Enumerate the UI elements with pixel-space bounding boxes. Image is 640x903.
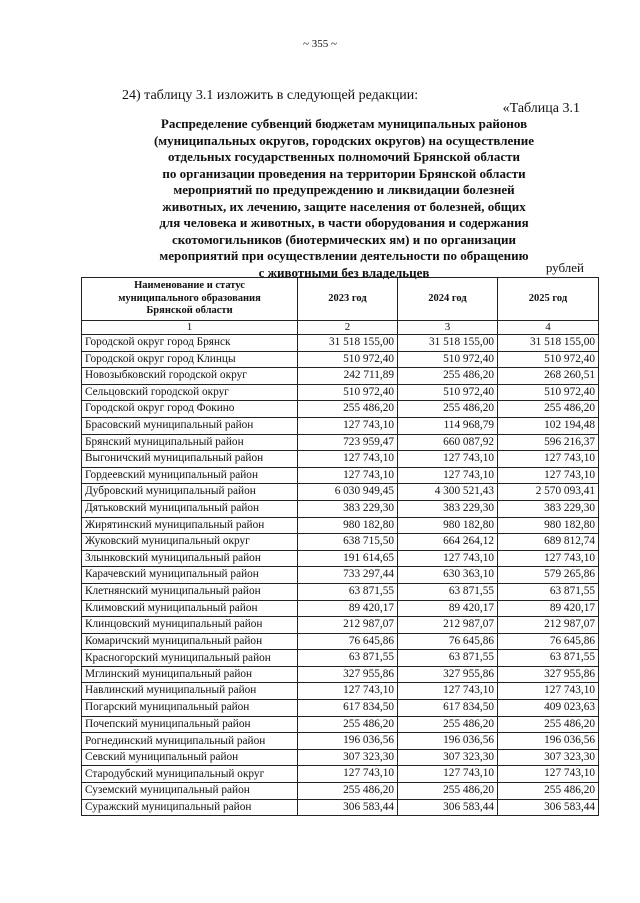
municipality-name: Злынковский муниципальный район [82,550,298,567]
value-2024: 89 420,17 [398,600,498,617]
header-2025: 2025 год [498,278,599,321]
value-2023: 31 518 155,00 [298,335,398,352]
value-2024: 212 987,07 [398,617,498,634]
value-2024: 255 486,20 [398,401,498,418]
header-municipality [82,278,298,321]
value-2024: 63 871,55 [398,583,498,600]
value-2023: 255 486,20 [298,783,398,800]
value-2024: 660 087,92 [398,434,498,451]
value-2025: 255 486,20 [498,401,599,418]
value-2025: 510 972,40 [498,351,599,368]
table-reference: «Таблица 3.1 [502,101,580,116]
value-2025: 307 323,30 [498,749,599,766]
municipality-name: Новозыбковский городской округ [82,368,298,385]
value-2025: 102 194,48 [498,417,599,434]
municipality-name: Клинцовский муниципальный район [82,617,298,634]
table-row [82,600,599,617]
value-2023: 127 743,10 [298,766,398,783]
title-line: (муниципальных округов, городских округов) на осуществление [153,132,535,148]
table-row [82,368,599,385]
column-number: 3 [398,321,498,335]
value-2025: 76 645,86 [498,633,599,650]
municipality-name: Сельцовский городской округ [82,384,298,401]
table-row [82,799,599,816]
value-2025: 89 420,17 [498,600,599,617]
value-2025: 510 972,40 [498,384,599,401]
table-row [82,534,599,551]
value-2023: 89 420,17 [298,600,398,617]
value-2025: 127 743,10 [498,766,599,783]
table-row [82,583,599,600]
value-2023: 63 871,55 [298,650,398,667]
value-2024: 664 264,12 [398,534,498,551]
value-2025: 579 265,86 [498,567,599,584]
municipality-name: Красногорский муниципальный район [82,650,298,667]
municipality-name: Климовский муниципальный район [82,600,298,617]
table-row [82,384,599,401]
value-2023: 306 583,44 [298,799,398,816]
title-line: отдельных государственных полномочий Брянской области [168,149,520,164]
municipality-name: Выгоничский муниципальный район [82,451,298,468]
table-row [82,683,599,700]
value-2025: 689 812,74 [498,534,599,551]
page-number: ~ 355 ~ [303,38,337,50]
value-2023: 733 297,44 [298,567,398,584]
value-2024: 127 743,10 [398,683,498,700]
municipality-name: Дубровский муниципальный район [82,484,298,501]
column-number: 4 [498,321,599,335]
municipality-name: Дятьковский муниципальный район [82,500,298,517]
municipality-name: Жирятинский муниципальный район [82,517,298,534]
value-2023: 383 229,30 [298,500,398,517]
table-row [82,716,599,733]
value-2024: 510 972,40 [398,384,498,401]
title-line: скотомогильников (биотермических ям) и по организации [171,231,517,247]
value-2024: 383 229,30 [398,500,498,517]
value-2025: 383 229,30 [498,500,599,517]
value-2024: 76 645,86 [398,633,498,650]
value-2024: 114 968,79 [398,417,498,434]
value-2023: 307 323,30 [298,749,398,766]
value-2025: 127 743,10 [498,467,599,484]
value-2025: 327 955,86 [498,666,599,683]
header-line: муниципального образования [118,292,261,304]
value-2023: 510 972,40 [298,351,398,368]
value-2023: 196 036,56 [298,733,398,750]
value-2024: 306 583,44 [398,799,498,816]
municipality-name: Суземский муниципальный район [82,783,298,800]
municipality-name: Городской округ город Фокино [82,401,298,418]
value-2023: 191 614,65 [298,550,398,567]
table-row [82,467,599,484]
title-line: с животными без владельцев [258,264,430,280]
table-row [82,517,599,534]
table-row [82,451,599,468]
municipality-name: Карачевский муниципальный район [82,567,298,584]
value-2024: 31 518 155,00 [398,335,498,352]
value-2023: 638 715,50 [298,534,398,551]
value-2024: 127 743,10 [398,766,498,783]
column-number: 2 [298,321,398,335]
value-2025: 409 023,63 [498,700,599,717]
value-2024: 127 743,10 [398,451,498,468]
currency-unit: рублей [545,260,584,275]
table-row [82,617,599,634]
value-2025: 31 518 155,00 [498,335,599,352]
municipality-name: Городской округ город Брянск [82,335,298,352]
amendment-intro: 24) таблицу 3.1 изложить в следующей редакции: [122,88,419,103]
table-row [82,351,599,368]
value-2025: 2 570 093,41 [498,484,599,501]
value-2024: 4 300 521,43 [398,484,498,501]
value-2025: 268 260,51 [498,368,599,385]
header-2024: 2024 год [398,278,498,321]
value-2024: 255 486,20 [398,783,498,800]
table-row [82,749,599,766]
table-title [84,116,604,281]
header-2023: 2023 год [298,278,398,321]
value-2024: 127 743,10 [398,550,498,567]
table-row [82,500,599,517]
value-2023: 127 743,10 [298,451,398,468]
table-row [82,783,599,800]
municipality-name: Городской округ город Клинцы [82,351,298,368]
title-line: Распределение субвенций бюджетам муниципальных районов [160,116,528,131]
value-2025: 127 743,10 [498,451,599,468]
value-2023: 76 645,86 [298,633,398,650]
column-number: 1 [82,321,298,335]
value-2023: 255 486,20 [298,716,398,733]
municipality-name: Мглинский муниципальный район [82,666,298,683]
municipality-name: Комаричский муниципальный район [82,633,298,650]
value-2023: 980 182,80 [298,517,398,534]
value-2024: 63 871,55 [398,650,498,667]
table-header-row [82,278,599,321]
table-row [82,633,599,650]
header-line: Наименование и статус [134,280,245,292]
value-2025: 196 036,56 [498,733,599,750]
table-row [82,700,599,717]
value-2025: 212 987,07 [498,617,599,634]
municipality-name: Гордеевский муниципальный район [82,467,298,484]
header-line: Брянской области [146,305,233,317]
municipality-name: Клетнянский муниципальный район [82,583,298,600]
value-2024: 617 834,50 [398,700,498,717]
table-row [82,550,599,567]
value-2024: 510 972,40 [398,351,498,368]
value-2023: 327 955,86 [298,666,398,683]
table-row [82,401,599,418]
table-row [82,650,599,667]
value-2024: 980 182,80 [398,517,498,534]
value-2023: 127 743,10 [298,683,398,700]
value-2023: 212 987,07 [298,617,398,634]
title-line: мероприятий при осуществлении деятельности по обращению [159,248,529,263]
value-2023: 255 486,20 [298,401,398,418]
table-body [82,335,599,816]
value-2025: 596 216,37 [498,434,599,451]
value-2024: 327 955,86 [398,666,498,683]
value-2024: 307 323,30 [398,749,498,766]
municipality-name: Стародубский муниципальный округ [82,766,298,783]
municipality-name: Брасовский муниципальный район [82,417,298,434]
table-row [82,666,599,683]
table-row [82,434,599,451]
title-line: мероприятий по предупреждению и ликвидации болезней [173,182,515,197]
value-2024: 255 486,20 [398,368,498,385]
table-row [82,484,599,501]
value-2023: 242 711,89 [298,368,398,385]
value-2025: 980 182,80 [498,517,599,534]
municipality-name: Жуковский муниципальный округ [82,534,298,551]
table-row [82,567,599,584]
title-line: по организации проведения на территории Брянской области [162,165,526,181]
value-2023: 127 743,10 [298,467,398,484]
value-2024: 255 486,20 [398,716,498,733]
value-2024: 127 743,10 [398,467,498,484]
value-2025: 306 583,44 [498,799,599,816]
table-row [82,335,599,352]
value-2023: 6 030 949,45 [298,484,398,501]
municipality-name: Навлинский муниципальный район [82,683,298,700]
table-row [82,766,599,783]
title-line: животных, их лечению, защите населения от болезней, общих [162,198,526,214]
table-row [82,733,599,750]
subvention-table [81,277,599,816]
municipality-name: Брянский муниципальный район [82,434,298,451]
value-2023: 127 743,10 [298,417,398,434]
value-2024: 630 363,10 [398,567,498,584]
value-2025: 63 871,55 [498,583,599,600]
column-number-row [82,321,599,335]
municipality-name: Погарский муниципальный район [82,700,298,717]
value-2024: 196 036,56 [398,733,498,750]
municipality-name: Почепский муниципальный район [82,716,298,733]
table-row [82,417,599,434]
value-2025: 255 486,20 [498,783,599,800]
municipality-name: Рогнединский муниципальный район [82,733,298,750]
value-2023: 723 959,47 [298,434,398,451]
value-2023: 617 834,50 [298,700,398,717]
value-2025: 255 486,20 [498,716,599,733]
value-2023: 63 871,55 [298,583,398,600]
value-2025: 63 871,55 [498,650,599,667]
title-line: для человека и животных, в части оборудования и содержания [159,215,529,230]
value-2025: 127 743,10 [498,550,599,567]
municipality-name: Суражский муниципальный район [82,799,298,816]
municipality-name: Севский муниципальный район [82,749,298,766]
value-2023: 510 972,40 [298,384,398,401]
value-2025: 127 743,10 [498,683,599,700]
